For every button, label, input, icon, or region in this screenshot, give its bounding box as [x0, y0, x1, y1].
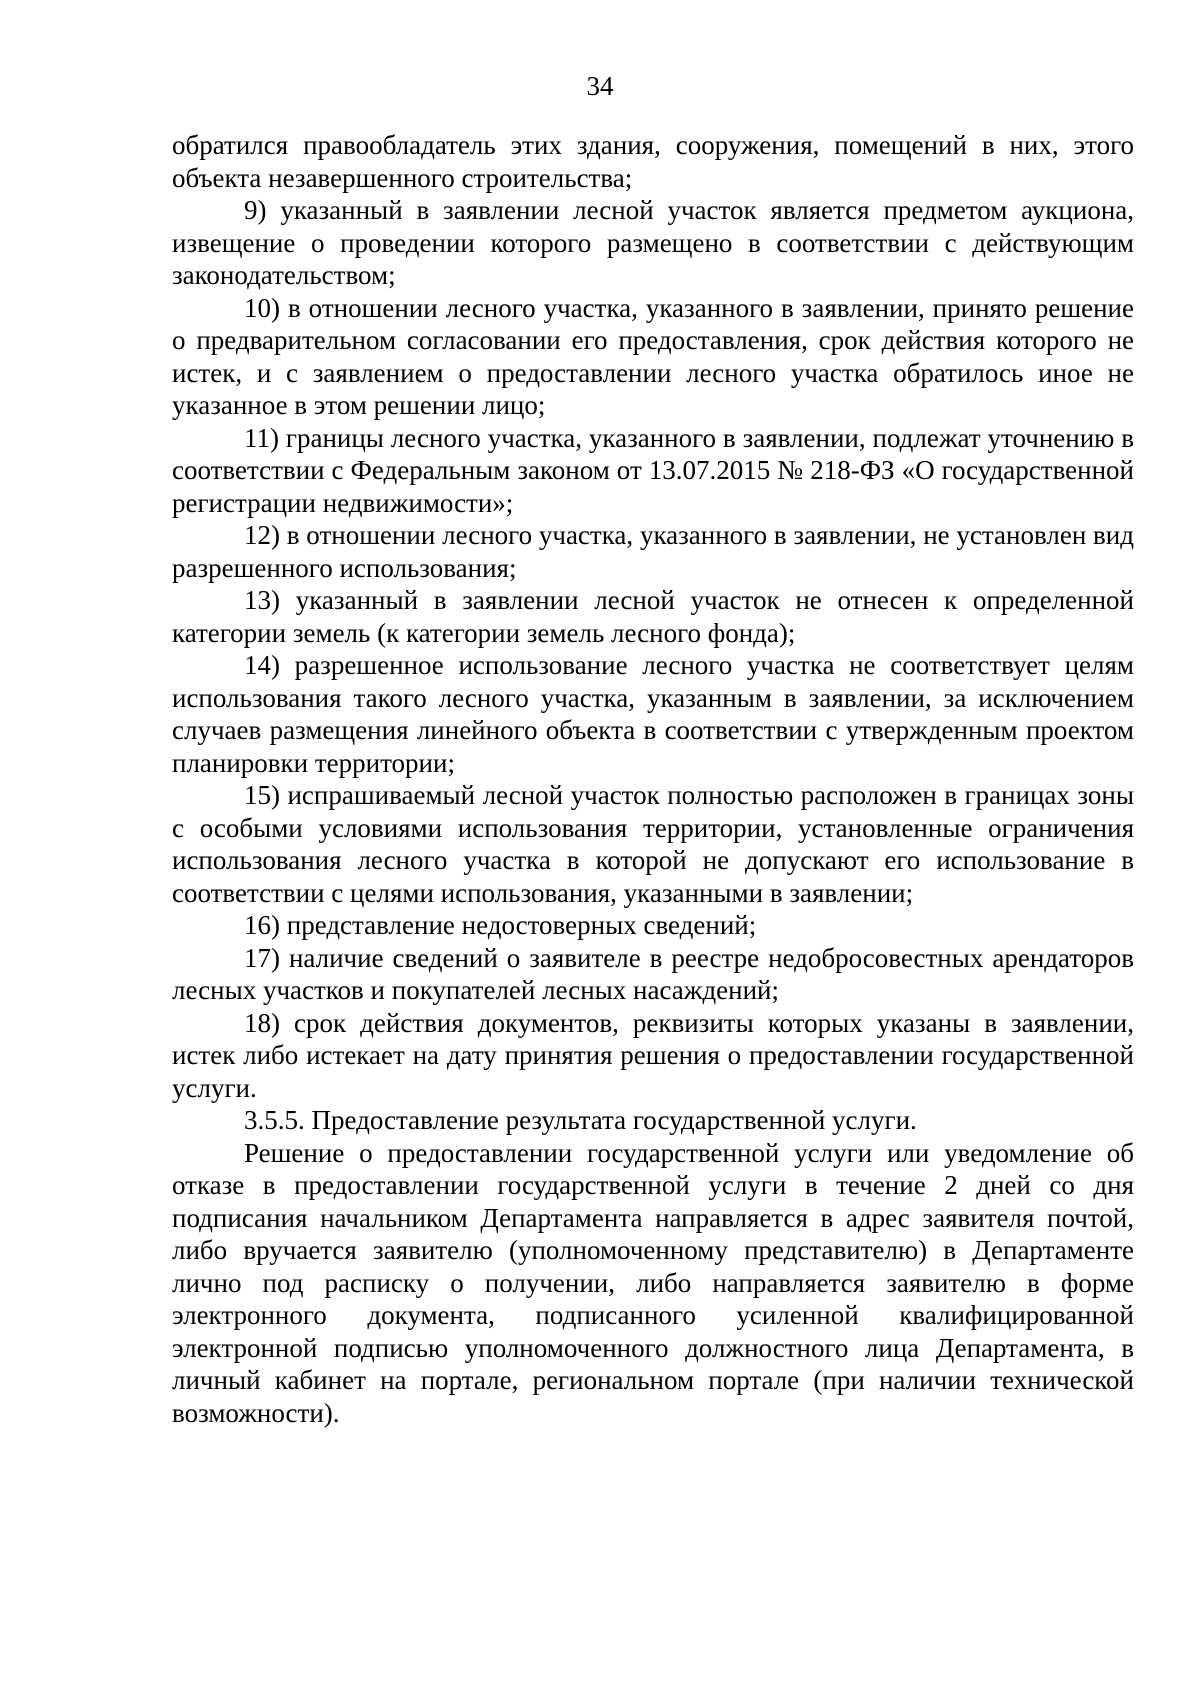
list-item-13: 13) указанный в заявлении лесной участок не отнесен к определенной категории земель (к категории земель лесного фонда); — [172, 585, 1134, 648]
list-item-10: 10) в отношении лесного участка, указанного в заявлении, принято решение о предварительном согласовании его предоставления, срок действия которого не истек, и с заявлением о предоставлении лесного участка обратилось иное не указанное в этом решении лицо; — [172, 292, 1134, 420]
list-item-11: 11) границы лесного участка, указанного в заявлении, подлежат уточнению в соответствии с Федеральным законом от 13.07.2015 № 218-ФЗ «О государственной регистрации недвижимости»; — [172, 422, 1134, 518]
paragraph-continuation: обратился правообладатель этих здания, сооружения, помещений в них, этого объекта незавершенного строительства; — [172, 130, 1134, 193]
list-item-12: 12) в отношении лесного участка, указанного в заявлении, не установлен вид разрешенного использования; — [172, 520, 1134, 583]
document-body — [172, 129, 1134, 1429]
paragraph-result-delivery: Решение о предоставлении государственной услуги или уведомление об отказе в предоставлении государственной услуги в течение 2 дней со дня подписания начальником Департамента направляется в адрес заявителя почтой, либо вручается заявителю (уполномоченному представителю) в Департаменте лично под расписку о получении, либо направляется заявителю в форме электронного документа, подписанного усиленной квалифицированной электронной подписью уполномоченного должностного лица Департамента, в личный кабинет на портале, региональном портале (при наличии технической возможности). — [172, 1137, 1134, 1428]
list-item-9: 9) указанный в заявлении лесной участок является предметом аукциона, извещение о проведении которого размещено в соответствии с действующим законодательством; — [172, 195, 1134, 290]
list-item-16: 16) представление недостоверных сведений; — [244, 910, 757, 940]
list-item-14: 14) разрешенное использование лесного участка не соответствует целям использования такого лесного участка, указанным в заявлении, за исключением случаев размещения линейного объекта в соответствии с утвержденным проектом планировки территории; — [172, 650, 1134, 778]
section-heading-3-5-5: 3.5.5. Предоставление результата государственной услуги. — [244, 1105, 917, 1135]
list-item-15: 15) испрашиваемый лесной участок полностью расположен в границах зоны с особыми условиями использования территории, установленные ограничения использования лесного участка в которой не допускают его использование в соответствии с целями использования, указанными в заявлении; — [172, 780, 1134, 908]
list-item-18: 18) срок действия документов, реквизиты которых указаны в заявлении, истек либо истекает на дату принятия решения о предоставлении государственной услуги. — [172, 1007, 1134, 1103]
page-number: 34 — [586, 71, 614, 101]
list-item-17: 17) наличие сведений о заявителе в реестре недобросовестных арендаторов лесных участков и покупателей лесных насаждений; — [172, 942, 1134, 1005]
